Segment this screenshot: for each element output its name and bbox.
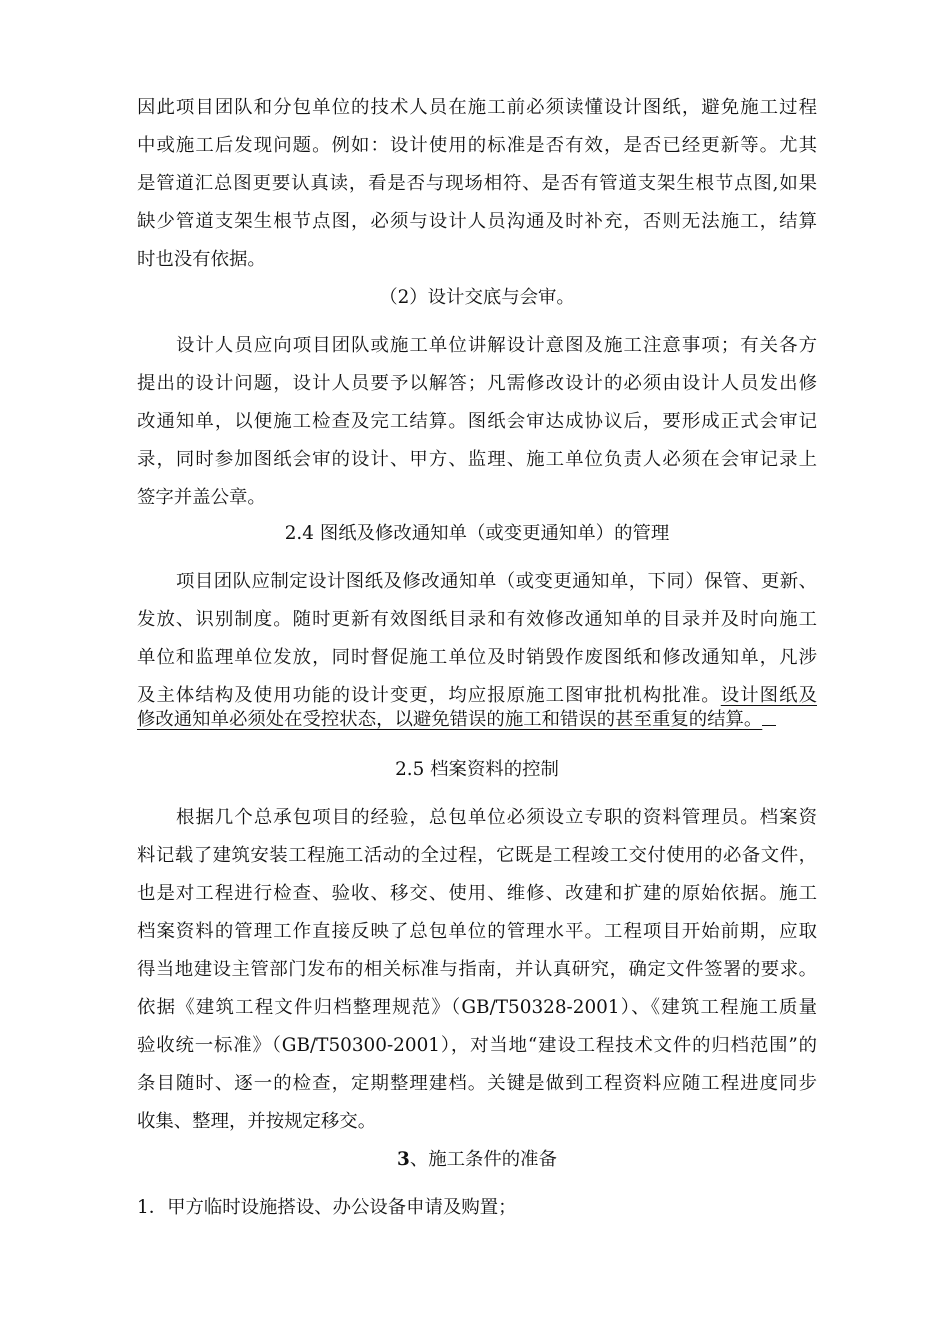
section-heading-2-4: 2.4 图纸及修改通知单（或变更通知单）的管理	[284, 523, 670, 544]
section-title: 、施工条件的准备	[409, 1149, 557, 1170]
paragraph-line: 根据几个总承包项目的经验，总包单位必须设立专职的资料管理员。档案资	[176, 807, 817, 828]
paragraph-line: 项目团队应制定设计图纸及修改通知单（或变更通知单，下同）保管、更新、	[176, 571, 817, 592]
paragraph-line: 也是对工程进行检查、验收、移交、使用、维修、改建和扩建的原始依据。施工	[137, 883, 817, 904]
paragraph-line: 改通知单，以便施工检查及完工结算。图纸会审达成协议后，要形成正式会审记	[137, 411, 817, 432]
underlined-text: 设计图纸及	[720, 685, 817, 706]
paragraph-line: 签字并盖公章。	[137, 487, 266, 508]
paragraph-line: 料记载了建筑安装工程施工活动的全过程，它既是工程竣工交付使用的必备文件，	[137, 845, 817, 866]
paragraph-line: 依据《建筑工程文件归档整理规范》（GB/T50328-2001）、《建筑工程施工质量	[137, 997, 817, 1018]
section-number: 3	[397, 1149, 410, 1170]
underline-tail	[762, 707, 776, 726]
paragraph-line: 得当地建设主管部门发布的相关标准与指南，并认真研究，确定文件签署的要求。	[137, 959, 817, 980]
paragraph-line: 验收统一标准》（GB/T50300-2001），对当地“建设工程技术文件的归档范围”的	[137, 1035, 817, 1056]
paragraph-line: 中或施工后发现问题。例如：设计使用的标准是否有效，是否已经更新等。尤其	[137, 135, 817, 156]
paragraph-line: 缺少管道支架生根节点图，必须与设计人员沟通及时补充，否则无法施工，结算	[137, 211, 817, 232]
list-item: 1．甲方临时设施搭设、办公设备申请及购置；	[137, 1197, 517, 1218]
underlined-text: 修改通知单必须处在受控状态，以避免错误的施工和错误的甚至重复的结算。	[137, 709, 763, 730]
paragraph-line	[137, 707, 817, 733]
paragraph-line: 录，同时参加图纸会审的设计、甲方、监理、施工单位负责人必须在会审记录上	[137, 449, 817, 470]
paragraph-line: 因此项目团队和分包单位的技术人员在施工前必须读懂设计图纸，避免施工过程	[137, 97, 817, 118]
paragraph-line: 时也没有依据。	[137, 249, 266, 270]
section-heading-2: （2）设计交底与会审。	[379, 287, 575, 308]
paragraph-line: 收集、整理，并按规定移交。	[137, 1111, 377, 1132]
paragraph-line: 条目随时、逐一的检查，定期整理建档。关键是做到工程资料应随工程进度同步	[137, 1073, 817, 1094]
paragraph-line: 单位和监理单位发放，同时督促施工单位及时销毁作废图纸和修改通知单，凡涉	[137, 647, 817, 668]
paragraph-line: 提出的设计问题，设计人员要予以解答；凡需修改设计的必须由设计人员发出修	[137, 373, 817, 394]
paragraph-line: 档案资料的管理工作直接反映了总包单位的管理水平。工程项目开始前期，应取	[137, 921, 817, 942]
section-heading-3	[137, 1147, 817, 1173]
section-heading-2-5: 2.5 档案资料的控制	[395, 759, 559, 780]
paragraph-line: 是管道汇总图更要认真读，看是否与现场相符、是否有管道支架生根节点图,如果	[137, 173, 817, 194]
paragraph-line	[137, 683, 817, 709]
paragraph-line: 发放、识别制度。随时更新有效图纸目录和有效修改通知单的目录并及时向施工	[137, 609, 817, 630]
paragraph-text: 及主体结构及使用功能的设计变更，均应报原施工图审批机构批准。	[137, 685, 721, 706]
paragraph-line: 设计人员应向项目团队或施工单位讲解设计意图及施工注意事项；有关各方	[176, 335, 817, 356]
